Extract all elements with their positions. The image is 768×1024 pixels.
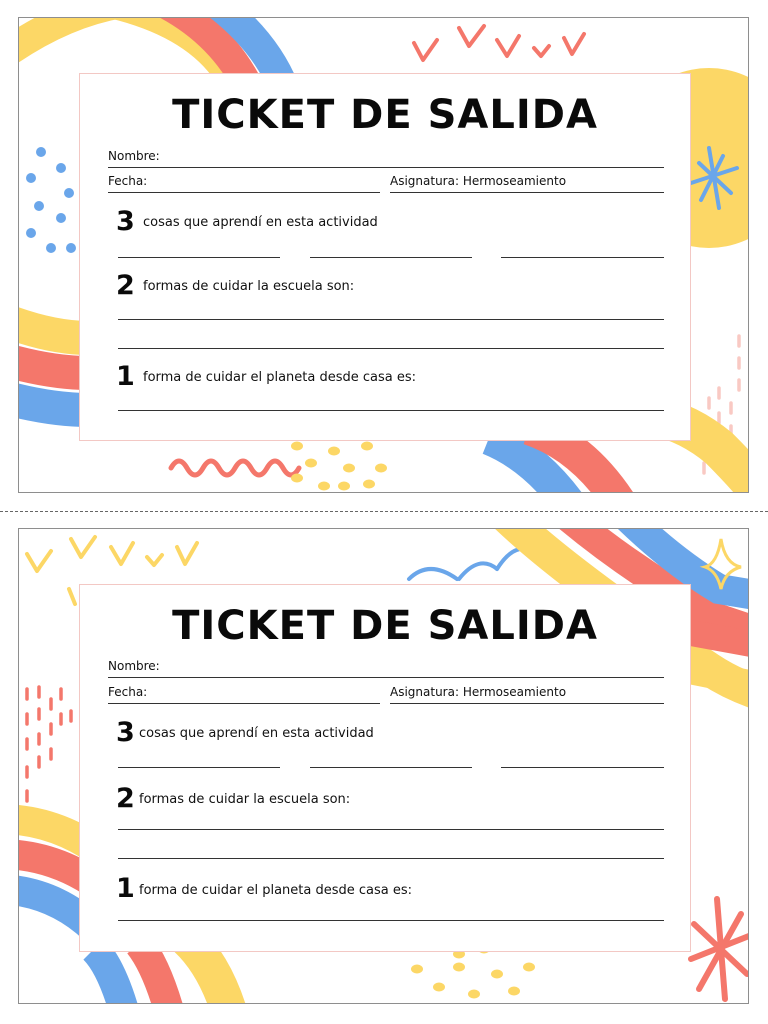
q2-prompt: formas de cuidar la escuela son: bbox=[139, 792, 351, 807]
name-label: Nombre: bbox=[108, 659, 160, 673]
q3-answer-line-3[interactable] bbox=[501, 767, 664, 768]
red-chevrons bbox=[414, 26, 584, 60]
q3-number: 3 bbox=[116, 717, 135, 748]
blue-dots bbox=[26, 147, 76, 253]
yellow-dots bbox=[411, 945, 535, 999]
date-label: Fecha: bbox=[108, 174, 148, 188]
q3-prompt: cosas que aprendí en esta actividad bbox=[139, 726, 374, 741]
date-label: Fecha: bbox=[108, 685, 148, 699]
subject-label: Asignatura: Hermoseamiento bbox=[390, 174, 567, 188]
q3-number: 3 bbox=[116, 206, 135, 237]
date-field-line[interactable] bbox=[108, 703, 380, 704]
subject-field-line[interactable] bbox=[390, 192, 664, 193]
q1-prompt: forma de cuidar el planeta desde casa es: bbox=[139, 883, 413, 898]
red-star bbox=[691, 899, 749, 999]
name-field-line[interactable] bbox=[108, 167, 664, 168]
q2-answer-line-2[interactable] bbox=[118, 858, 664, 859]
q2-answer-line-2[interactable] bbox=[118, 348, 664, 349]
q2-prompt: formas de cuidar la escuela son: bbox=[143, 279, 355, 294]
subject-field-line[interactable] bbox=[390, 703, 664, 704]
q1-number: 1 bbox=[116, 873, 135, 904]
q1-answer-line[interactable] bbox=[118, 410, 664, 411]
name-label: Nombre: bbox=[108, 149, 160, 163]
red-squiggle bbox=[171, 461, 299, 475]
name-field-line[interactable] bbox=[108, 677, 664, 678]
exit-ticket-2 bbox=[18, 528, 749, 1004]
q2-answer-line-1[interactable] bbox=[118, 319, 664, 320]
q3-answer-line-2[interactable] bbox=[310, 257, 472, 258]
ticket-card bbox=[79, 584, 691, 952]
q3-answer-line-2[interactable] bbox=[310, 767, 472, 768]
q1-prompt: forma de cuidar el planeta desde casa es: bbox=[143, 370, 417, 385]
red-dashes bbox=[27, 687, 71, 801]
ticket-card bbox=[79, 73, 691, 441]
date-field-line[interactable] bbox=[108, 192, 380, 193]
q2-answer-line-1[interactable] bbox=[118, 829, 664, 830]
q3-prompt: cosas que aprendí en esta actividad bbox=[143, 215, 378, 230]
q3-answer-line-3[interactable] bbox=[501, 257, 664, 258]
yellow-dots bbox=[291, 442, 387, 491]
q2-number: 2 bbox=[116, 270, 135, 301]
ticket-title: TICKET DE SALIDA bbox=[172, 92, 598, 138]
ticket-title: TICKET DE SALIDA bbox=[172, 603, 598, 649]
cut-line bbox=[0, 511, 768, 512]
subject-label: Asignatura: Hermoseamiento bbox=[390, 685, 567, 699]
q1-answer-line[interactable] bbox=[118, 920, 664, 921]
q3-answer-line-1[interactable] bbox=[118, 257, 280, 258]
q2-number: 2 bbox=[116, 783, 135, 814]
exit-ticket-1 bbox=[18, 17, 749, 493]
q3-answer-line-1[interactable] bbox=[118, 767, 280, 768]
q1-number: 1 bbox=[116, 361, 135, 392]
